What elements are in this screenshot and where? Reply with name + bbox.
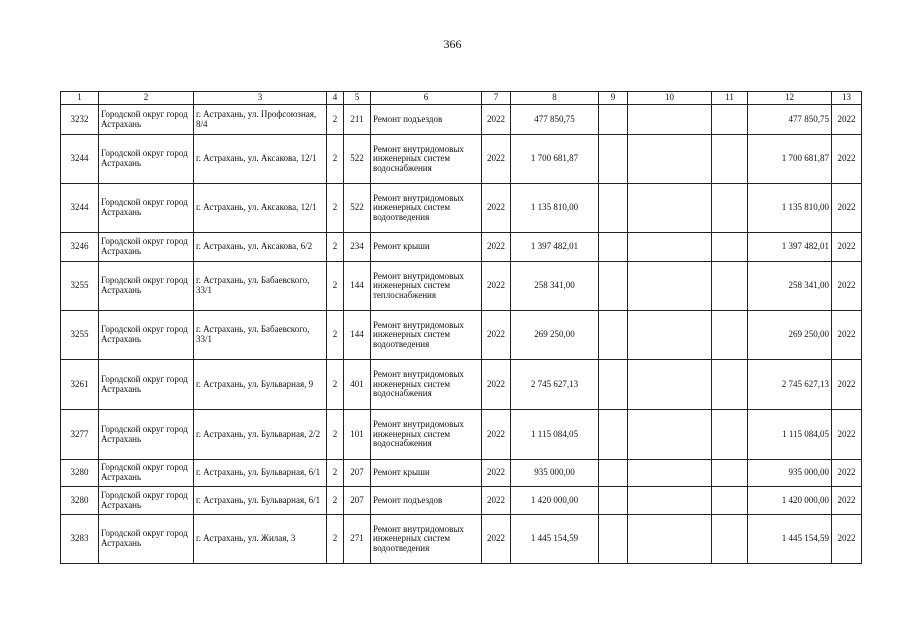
cell-total: 1 445 154,59 bbox=[748, 515, 832, 564]
cell-col-11 bbox=[712, 105, 748, 135]
cell-col-11 bbox=[712, 233, 748, 262]
cell-col-5: 401 bbox=[344, 360, 371, 410]
cell-cost: 269 250,00 bbox=[511, 311, 599, 360]
cell-address: г. Астрахань, ул. Аксакова, 6/2 bbox=[194, 233, 327, 262]
cell-col-10 bbox=[628, 262, 712, 311]
cell-col-9 bbox=[599, 105, 628, 135]
cell-col-9 bbox=[599, 135, 628, 184]
cell-object-id: 3246 bbox=[61, 233, 99, 262]
cell-total: 2 745 627,13 bbox=[748, 360, 832, 410]
cell-col-5: 144 bbox=[344, 262, 371, 311]
cell-completion-year: 2022 bbox=[832, 360, 862, 410]
cell-col-10 bbox=[628, 311, 712, 360]
cell-completion-year: 2022 bbox=[832, 184, 862, 233]
column-header-1: 1 bbox=[61, 92, 99, 105]
cell-col-10 bbox=[628, 460, 712, 487]
cell-col-11 bbox=[712, 487, 748, 515]
cell-object-id: 3232 bbox=[61, 105, 99, 135]
cell-col-9 bbox=[599, 184, 628, 233]
cell-work-type: Ремонт крыши bbox=[371, 460, 482, 487]
table-row bbox=[61, 135, 862, 184]
cell-work-type: Ремонт внутридомовых инженерных систем водоснабжения bbox=[371, 360, 482, 410]
cell-col-4: 2 bbox=[327, 311, 344, 360]
cell-work-type: Ремонт внутридомовых инженерных систем водоотведения bbox=[371, 184, 482, 233]
cell-total: 1 397 482,01 bbox=[748, 233, 832, 262]
cell-col-11 bbox=[712, 311, 748, 360]
cell-municipality: Городской округ город Астрахань bbox=[99, 360, 194, 410]
cell-col-5: 207 bbox=[344, 487, 371, 515]
cell-cost: 1 445 154,59 bbox=[511, 515, 599, 564]
table-row bbox=[61, 262, 862, 311]
cell-col-10 bbox=[628, 135, 712, 184]
table-header-row bbox=[61, 92, 862, 105]
cell-col-4: 2 bbox=[327, 460, 344, 487]
cell-municipality: Городской округ город Астрахань bbox=[99, 487, 194, 515]
cell-address: г. Астрахань, ул. Бульварная, 9 bbox=[194, 360, 327, 410]
cell-year: 2022 bbox=[482, 515, 511, 564]
cell-completion-year: 2022 bbox=[832, 410, 862, 460]
cell-completion-year: 2022 bbox=[832, 515, 862, 564]
column-header-2: 2 bbox=[99, 92, 194, 105]
cell-address: г. Астрахань, ул. Аксакова, 12/1 bbox=[194, 184, 327, 233]
cell-col-4: 2 bbox=[327, 360, 344, 410]
cell-total: 1 115 084,05 bbox=[748, 410, 832, 460]
cell-col-9 bbox=[599, 460, 628, 487]
cell-col-9 bbox=[599, 487, 628, 515]
cell-year: 2022 bbox=[482, 262, 511, 311]
cell-cost: 2 745 627,13 bbox=[511, 360, 599, 410]
cell-col-9 bbox=[599, 360, 628, 410]
cell-total: 1 420 000,00 bbox=[748, 487, 832, 515]
cell-object-id: 3277 bbox=[61, 410, 99, 460]
cell-object-id: 3261 bbox=[61, 360, 99, 410]
cell-year: 2022 bbox=[482, 105, 511, 135]
cell-total: 477 850,75 bbox=[748, 105, 832, 135]
cell-year: 2022 bbox=[482, 487, 511, 515]
table-body bbox=[61, 105, 862, 564]
cell-address: г. Астрахань, ул. Бабаевского, 33/1 bbox=[194, 311, 327, 360]
cell-municipality: Городской округ город Астрахань bbox=[99, 262, 194, 311]
cell-object-id: 3280 bbox=[61, 487, 99, 515]
cell-col-5: 234 bbox=[344, 233, 371, 262]
table-row bbox=[61, 184, 862, 233]
column-header-5: 5 bbox=[344, 92, 371, 105]
table-row bbox=[61, 460, 862, 487]
cell-col-9 bbox=[599, 311, 628, 360]
cell-work-type: Ремонт внутридомовых инженерных систем водоотведения bbox=[371, 311, 482, 360]
column-header-13: 13 bbox=[832, 92, 862, 105]
cell-col-9 bbox=[599, 515, 628, 564]
cell-total: 258 341,00 bbox=[748, 262, 832, 311]
table-row bbox=[61, 410, 862, 460]
cell-address: г. Астрахань, ул. Жилая, 3 bbox=[194, 515, 327, 564]
cell-address: г. Астрахань, ул. Профсоюзная, 8/4 bbox=[194, 105, 327, 135]
table-row bbox=[61, 515, 862, 564]
cell-col-11 bbox=[712, 262, 748, 311]
cell-col-11 bbox=[712, 460, 748, 487]
cell-year: 2022 bbox=[482, 135, 511, 184]
cell-work-type: Ремонт подъездов bbox=[371, 487, 482, 515]
cell-cost: 477 850,75 bbox=[511, 105, 599, 135]
column-header-4: 4 bbox=[327, 92, 344, 105]
cell-col-10 bbox=[628, 487, 712, 515]
cell-municipality: Городской округ город Астрахань bbox=[99, 233, 194, 262]
table-row bbox=[61, 360, 862, 410]
cell-col-4: 2 bbox=[327, 105, 344, 135]
cell-address: г. Астрахань, ул. Бульварная, 2/2 bbox=[194, 410, 327, 460]
cell-col-11 bbox=[712, 184, 748, 233]
cell-total: 1 700 681,87 bbox=[748, 135, 832, 184]
cell-object-id: 3244 bbox=[61, 135, 99, 184]
table-row bbox=[61, 487, 862, 515]
cell-work-type: Ремонт внутридомовых инженерных систем водоотведения bbox=[371, 515, 482, 564]
cell-cost: 1 397 482,01 bbox=[511, 233, 599, 262]
cell-col-10 bbox=[628, 184, 712, 233]
table-row bbox=[61, 233, 862, 262]
cell-cost: 1 135 810,00 bbox=[511, 184, 599, 233]
cell-col-4: 2 bbox=[327, 233, 344, 262]
cell-address: г. Астрахань, ул. Аксакова, 12/1 bbox=[194, 135, 327, 184]
cell-object-id: 3255 bbox=[61, 262, 99, 311]
cell-work-type: Ремонт подъездов bbox=[371, 105, 482, 135]
cell-cost: 1 420 000,00 bbox=[511, 487, 599, 515]
cell-col-5: 207 bbox=[344, 460, 371, 487]
cell-col-10 bbox=[628, 105, 712, 135]
cell-completion-year: 2022 bbox=[832, 105, 862, 135]
cell-col-10 bbox=[628, 360, 712, 410]
column-header-6: 6 bbox=[371, 92, 482, 105]
cell-col-5: 522 bbox=[344, 135, 371, 184]
cell-col-5: 522 bbox=[344, 184, 371, 233]
cell-address: г. Астрахань, ул. Бульварная, 6/1 bbox=[194, 487, 327, 515]
column-header-9: 9 bbox=[599, 92, 628, 105]
cell-cost: 258 341,00 bbox=[511, 262, 599, 311]
cell-col-9 bbox=[599, 233, 628, 262]
cell-object-id: 3244 bbox=[61, 184, 99, 233]
cell-object-id: 3255 bbox=[61, 311, 99, 360]
column-header-12: 12 bbox=[748, 92, 832, 105]
table-row bbox=[61, 105, 862, 135]
cell-municipality: Городской округ город Астрахань bbox=[99, 460, 194, 487]
cell-completion-year: 2022 bbox=[832, 311, 862, 360]
cell-object-id: 3280 bbox=[61, 460, 99, 487]
cell-year: 2022 bbox=[482, 184, 511, 233]
cell-municipality: Городской округ город Астрахань bbox=[99, 311, 194, 360]
cell-col-10 bbox=[628, 233, 712, 262]
cell-municipality: Городской округ город Астрахань bbox=[99, 515, 194, 564]
cell-work-type: Ремонт внутридомовых инженерных систем теплоснабжения bbox=[371, 262, 482, 311]
cell-address: г. Астрахань, ул. Бульварная, 6/1 bbox=[194, 460, 327, 487]
cell-year: 2022 bbox=[482, 460, 511, 487]
cell-cost: 935 000,00 bbox=[511, 460, 599, 487]
cell-col-5: 211 bbox=[344, 105, 371, 135]
cell-address: г. Астрахань, ул. Бабаевского, 33/1 bbox=[194, 262, 327, 311]
cell-year: 2022 bbox=[482, 410, 511, 460]
cell-col-5: 101 bbox=[344, 410, 371, 460]
cell-year: 2022 bbox=[482, 233, 511, 262]
page-number: 366 bbox=[443, 37, 462, 51]
cell-municipality: Городской округ город Астрахань bbox=[99, 184, 194, 233]
cell-col-10 bbox=[628, 410, 712, 460]
column-header-8: 8 bbox=[511, 92, 599, 105]
column-header-10: 10 bbox=[628, 92, 712, 105]
cell-col-4: 2 bbox=[327, 135, 344, 184]
cell-total: 1 135 810,00 bbox=[748, 184, 832, 233]
cell-completion-year: 2022 bbox=[832, 487, 862, 515]
cell-object-id: 3283 bbox=[61, 515, 99, 564]
cell-cost: 1 700 681,87 bbox=[511, 135, 599, 184]
cell-cost: 1 115 084,05 bbox=[511, 410, 599, 460]
cell-col-4: 2 bbox=[327, 410, 344, 460]
cell-work-type: Ремонт крыши bbox=[371, 233, 482, 262]
cell-year: 2022 bbox=[482, 311, 511, 360]
cell-col-5: 271 bbox=[344, 515, 371, 564]
cell-col-4: 2 bbox=[327, 515, 344, 564]
cell-col-9 bbox=[599, 410, 628, 460]
cell-col-4: 2 bbox=[327, 262, 344, 311]
cell-col-5: 144 bbox=[344, 311, 371, 360]
cell-municipality: Городской округ город Астрахань bbox=[99, 410, 194, 460]
cell-completion-year: 2022 bbox=[832, 233, 862, 262]
column-header-7: 7 bbox=[482, 92, 511, 105]
column-header-11: 11 bbox=[712, 92, 748, 105]
cell-completion-year: 2022 bbox=[832, 135, 862, 184]
cell-col-10 bbox=[628, 515, 712, 564]
cell-municipality: Городской округ город Астрахань bbox=[99, 105, 194, 135]
repair-registry-table bbox=[60, 91, 862, 564]
column-header-3: 3 bbox=[194, 92, 327, 105]
cell-col-4: 2 bbox=[327, 184, 344, 233]
cell-completion-year: 2022 bbox=[832, 460, 862, 487]
cell-municipality: Городской округ город Астрахань bbox=[99, 135, 194, 184]
cell-year: 2022 bbox=[482, 360, 511, 410]
cell-col-11 bbox=[712, 515, 748, 564]
cell-total: 935 000,00 bbox=[748, 460, 832, 487]
cell-work-type: Ремонт внутридомовых инженерных систем водоснабжения bbox=[371, 410, 482, 460]
cell-total: 269 250,00 bbox=[748, 311, 832, 360]
cell-col-11 bbox=[712, 360, 748, 410]
table-row bbox=[61, 311, 862, 360]
cell-col-11 bbox=[712, 410, 748, 460]
cell-col-9 bbox=[599, 262, 628, 311]
cell-completion-year: 2022 bbox=[832, 262, 862, 311]
cell-work-type: Ремонт внутридомовых инженерных систем водоснабжения bbox=[371, 135, 482, 184]
cell-col-4: 2 bbox=[327, 487, 344, 515]
cell-col-11 bbox=[712, 135, 748, 184]
